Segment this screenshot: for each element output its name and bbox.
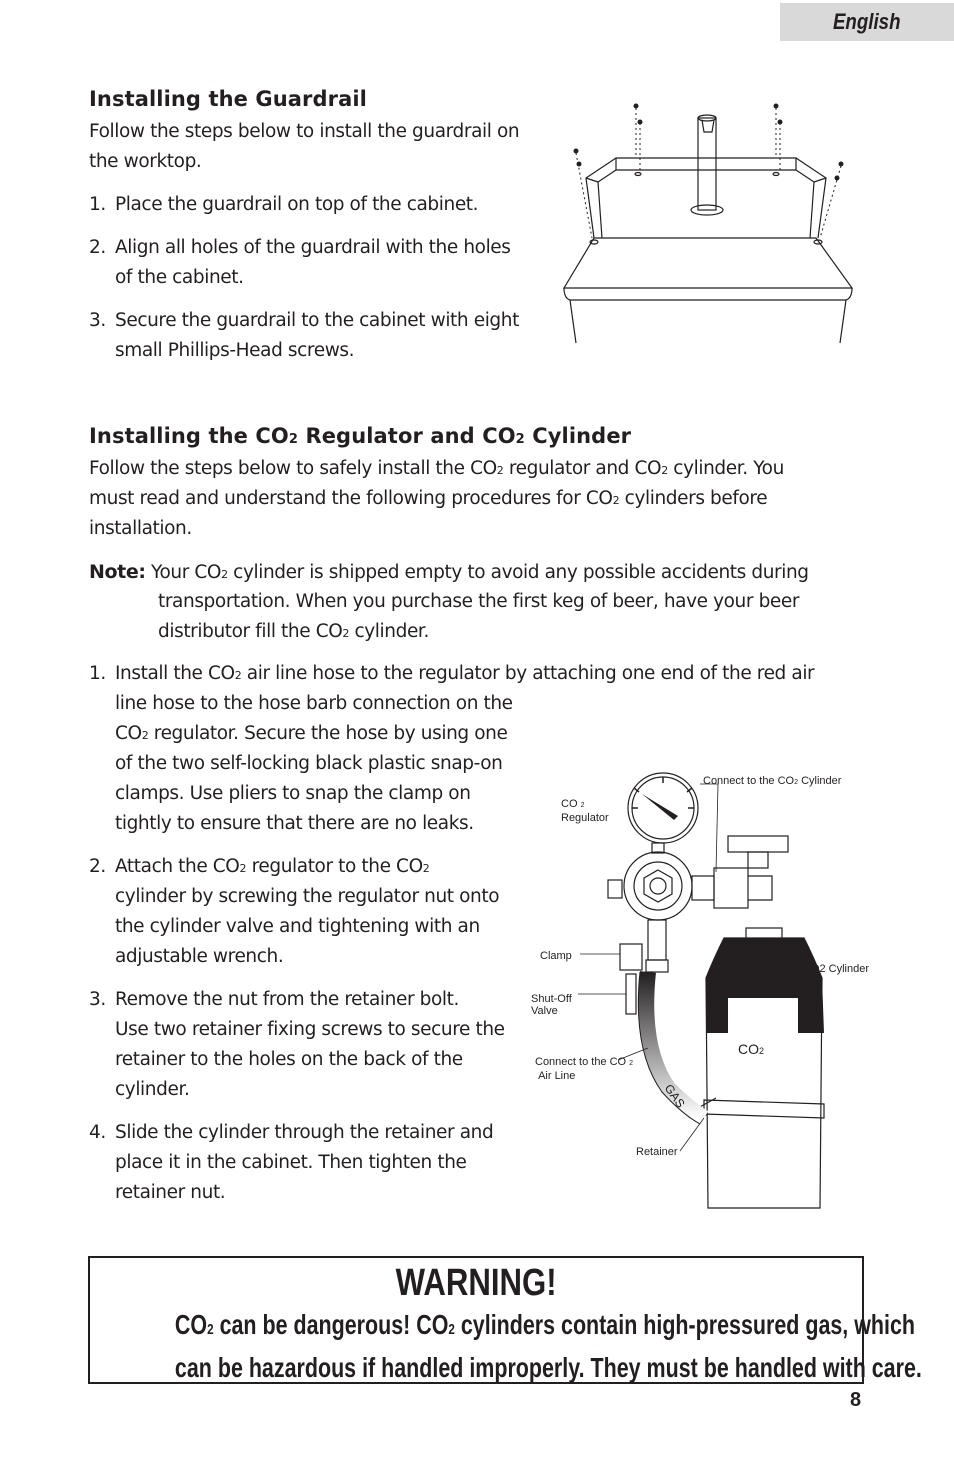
warning-line: can be hazardous if handled improperly. They must be handled with care. (174, 1352, 922, 1383)
step-text: Slide the cylinder through the retainer and (115, 1122, 494, 1143)
warning-line (174, 1306, 916, 1349)
step-number: 4. (89, 1122, 106, 1143)
subscript: 2 (759, 1046, 765, 1056)
text: Shut-Off (531, 993, 572, 1005)
text: Attach the CO (115, 856, 240, 877)
step-text: Align all holes of the guardrail with the holes (115, 237, 511, 258)
label-regulator (561, 798, 609, 824)
step-text: cylinder by screwing the regulator nut onto (115, 886, 500, 907)
guardrail-step-3 (89, 306, 559, 366)
text: Air Line (538, 1070, 576, 1082)
step-number: 2. (89, 237, 106, 258)
guardrail-steps (89, 190, 559, 366)
step-number: 3. (89, 310, 106, 331)
guardrail-intro (89, 117, 549, 177)
text: can be dangerous! CO (213, 1309, 449, 1340)
co2-intro-line: installation. (89, 518, 192, 539)
guardrail-intro-line: the worktop. (89, 151, 202, 172)
text: cylinder. (349, 621, 429, 642)
co2-heading-part: Cylinder (524, 424, 632, 448)
note-block (89, 557, 859, 647)
text: Valve (531, 1005, 558, 1017)
step-number: 1. (89, 663, 106, 684)
text: regulator and CO (503, 458, 662, 479)
label-retainer: Retainer (636, 1146, 678, 1158)
text: Connect to the CO (535, 1056, 627, 1068)
subscript: 2 (221, 568, 228, 581)
subscript: 2 (794, 779, 799, 786)
step-text: Place the guardrail on top of the cabinet. (115, 194, 479, 215)
step-text: place it in the cabinet. Then tighten the (115, 1152, 467, 1173)
text: CO (115, 723, 142, 744)
co2-intro (89, 454, 859, 544)
text: distributor fill the CO (158, 621, 343, 642)
step-number: 2. (89, 856, 106, 877)
subscript: 2 (612, 494, 620, 507)
co2-intro-line (89, 484, 859, 514)
text: CO (174, 1309, 208, 1340)
subscript: 2 (629, 1060, 634, 1067)
note-line: transportation. When you purchase the first keg of beer, have your beer (158, 591, 800, 612)
text: air line hose to the regulator by attaching one end of the red air (241, 663, 815, 684)
text: CO (561, 798, 578, 810)
co2-diagram (528, 768, 888, 1218)
note-line (89, 617, 859, 647)
subscript: 2 (422, 862, 430, 875)
note-line (89, 557, 859, 587)
text: Cylinder (801, 775, 842, 787)
guardrail-illustration (556, 98, 856, 348)
subscript: 2 (234, 669, 242, 682)
label-connect-cylinder (703, 775, 841, 789)
text: cylinder. You (667, 458, 784, 479)
guardrail-step-1 (89, 190, 559, 220)
co2-heading-part: Installing the CO (89, 424, 289, 448)
subscript: 2 (580, 802, 585, 809)
step-text: retainer to the holes on the back of the (115, 1049, 463, 1070)
step-text: the cylinder valve and tightening with an (115, 916, 480, 937)
text: regulator. Secure the hose by using one (148, 723, 508, 744)
language-tab (780, 3, 954, 41)
step-text: of the cabinet. (115, 267, 244, 288)
label-connect-airline (535, 1056, 633, 1082)
text: cylinder is shipped empty to avoid any possible accidents during (227, 562, 809, 583)
step-text (115, 852, 499, 882)
step-text: tightly to ensure that there are no leaks. (115, 813, 474, 834)
subscript: 2 (288, 432, 299, 447)
step-text: Secure the guardrail to the cabinet with eight (115, 310, 519, 331)
text: Follow the steps below to safely install the CO (89, 458, 497, 479)
text: cylinders contain high-pressured gas, which (454, 1309, 916, 1340)
step-text: retainer nut. (115, 1182, 226, 1203)
label-co2-cylinder: CO2 Cylinder (803, 963, 870, 975)
label-shutoff-valve (531, 993, 572, 1017)
warning-title: WARNING! (395, 1262, 557, 1304)
text: Regulator (561, 812, 609, 824)
text: regulator to the CO (246, 856, 423, 877)
subscript: 2 (661, 464, 668, 477)
text: CO (738, 1041, 759, 1057)
subscript: 2 (515, 432, 525, 447)
co2-heading (89, 424, 631, 448)
text: must read and understand the following procedures for CO (89, 488, 613, 509)
step-text: cylinder. (115, 1079, 190, 1100)
step-text: line hose to the hose barb connection on the (115, 693, 513, 714)
subscript: 2 (141, 729, 149, 742)
step-number: 3. (89, 989, 106, 1010)
subscript: 2 (207, 1321, 214, 1338)
label-clamp: Clamp (540, 950, 572, 962)
step-text (115, 719, 814, 749)
subscript: 2 (342, 627, 349, 640)
subscript: 2 (239, 862, 247, 875)
hose-gas-text: GAS (661, 1081, 688, 1111)
step-text (115, 659, 814, 689)
step-text: adjustable wrench. (115, 946, 284, 967)
text: Your CO (145, 562, 222, 583)
guardrail-intro-line: Follow the steps below to install the guardrail on (89, 121, 520, 142)
step-text: Use two retainer fixing screws to secure the (115, 1019, 505, 1040)
text: Install the CO (115, 663, 235, 684)
page-number: 8 (850, 1389, 862, 1411)
step-number: 1. (89, 194, 106, 215)
guardrail-step-2 (89, 233, 559, 293)
step-text: Remove the nut from the retainer bolt. (115, 989, 459, 1010)
warning-box (88, 1256, 922, 1384)
step-text: clamps. Use pliers to snap the clamp on (115, 783, 471, 804)
note-label: Note: (89, 561, 146, 583)
language-label: English (833, 9, 901, 34)
co2-intro-line (89, 454, 859, 484)
step-text: of the two self-locking black plastic snap-on (115, 753, 503, 774)
cylinder-co2-text (738, 1043, 764, 1057)
text: cylinders before (619, 488, 768, 509)
step-text: small Phillips-Head screws. (115, 340, 355, 361)
subscript: 2 (448, 1321, 455, 1338)
co2-diagram-drawing (528, 768, 888, 1218)
guardrail-heading: Installing the Guardrail (89, 87, 367, 111)
subscript: 2 (496, 464, 504, 477)
text: Connect to the CO (703, 775, 795, 787)
co2-heading-part: Regulator and CO (298, 424, 516, 448)
